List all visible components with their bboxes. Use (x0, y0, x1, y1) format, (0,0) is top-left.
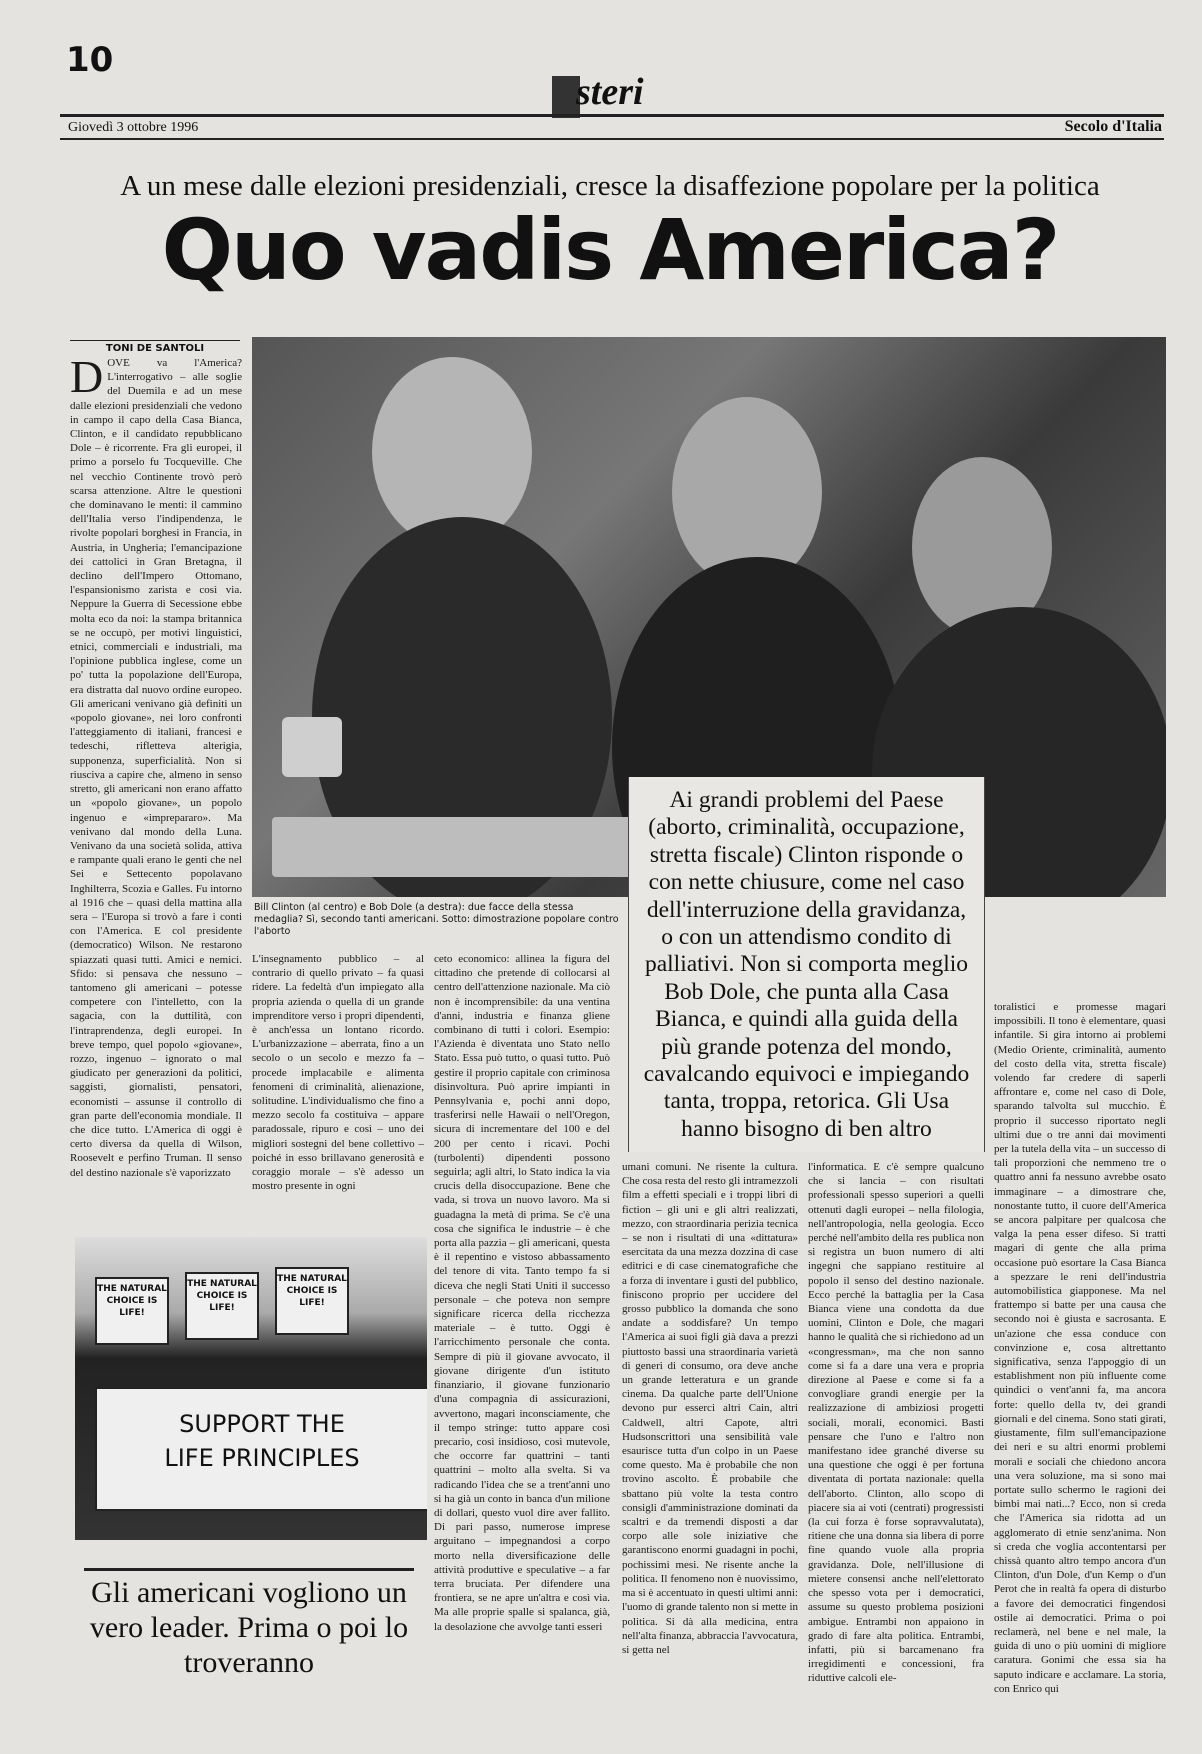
article-column-4: umani comuni. Ne risente la cultura. Che cosa resta del resto gli intramezzoli film a effetti speciali e i troppi libri di fiction – gli uni e gli altri realizzati, mezzo, con straordinaria perizia tecnica – se non i risultati di una «dittatura» esercitata da una mezza dozzina di case editrici e di case cinematografiche che a forza di inventare i gusti del pubblico, finiscono proprio per uccidere del grosso pubblico la domanda che sono andate a soddisfare? Un tempo l'America ai suoi figli già dava a prezzi piuttosto bassi una straordinaria varietà di generi di consumo, ora deve anche un grande letteratura e un grande cinema. Da qualche parte dell'Unione devono pur esserci altri Cain, altri Caldwell, altri Capote, altri Hudsonscrittori una sensibilità vale esaurisce tutta d'un colpo in un Paese come questo. Ma è probabile che non trovino ascolto. È probabile che sbattano più volte la testa contro consigli d'amministrazione dominati da scaltri e da tremendi disposti a dar corpo alle sole iniziative che garantiscono enormi guadagni in pochi, pochissimi mesi. Ne risente anche la politica. Il fenomeno non è nuovissimo, ma si è accentuato in questi ultimi anni: l'uomo di grande talento non si mette in politica. Si dà alla medicina, entra nell'alta finanza, abbraccia l'avvocatura, si getta nel (622, 1161, 798, 1656)
article-column-6: toralistici e promesse magari impossibili. Il tono è elementare, quasi infantile. Si gira intorno ai problemi (Medio Oriente, criminalità, aumento del costo della vita, stretta fiscale) volendo far credere di saperli affrontare e, come nel caso di Dole, sparando talvolta sul mucchio. È proprio il successo riportato negli ultimi due o tre anni dai movimenti per la tutela della vita – un successo di tali proporzioni che nemmeno tre o quattro anni fa nessuno avrebbe osato immaginare – a dimostrare che, nonostante tutto, il cuore dell'America se ancora palpitare per qualcosa che valga la pena esser difeso. Si tratti magari di gente che alla prima occasione può esortare la Casa Bianca a spezzare le reni dell'industria automobilistica giapponese. Ma nel frattempo si batte per una causa che secondo noi è giusta e sacrosanta. E un'azione che essa conduce con convinzione e, cosa altrettanto significativa, senza l'appoggio di un establishment non più influente come quindici o vent'anni fa, ma ancora forte: quello della tv, dei grandi giornali e del cinema. Sono stati girati, giustamente, film sull'emancipazione dei neri e su altri enormi problemi morali e sociali che chiedono ancora una vera soluzione, ma si sono mai portate sullo schermo le ragioni dei bimbi mai nati...? Ecco, non si creda che l'America sia ridotta ad un agglomerato di etnie senz'anima. Non si creda che voglia accontentarsi per chissà quanto altro tempo ancora d'un Clinton, d'un Dole, d'un Kemp o d'un Perot che in realtà fa opera di disturbo a favore dei democratici fingendosi ostile ai democratici. Prima o poi reclamerà, nel bene e nel male, la guida di uno o più uomini di migliore caratura. Gonimi che essa sia ha saputo indicare e acclamare. La storia, con Enrico qui (994, 1001, 1166, 1695)
article-column-5: l'informatica. E c'è sempre qualcuno che si lancia – con risultati professionali spesso superiori a quelli ottenuti dagli europei – nella filologia, nell'antropologia, nella geologia. Ecco perché nell'ambito della res publica non si registra un buon numero di alti ingegni che sappiano restituire al popolo il senso del destino nazionale. Ecco perché la battaglia per la Casa Bianca viene una condotta da due uomini, Clinton e Dole, che magari hanno le qualità che si richiedono ad un «congressman», ma che non sanno come si fa a dare una vera e propria direzione al Paese e come si fa a convogliare grandi energie per la realizzazione di ambiziosi progetti sociali, morali, economici. Basti pensare che l'uno e l'altro non manifestano idee granché diverse su una questione che oggi è per fortuna diventata di portata nazionale: quella dell'aborto. Clinton, allo scopo di piacere sia ai voti (centrati) progressisti (la cui forza è forse sopravvalutata), ritiene che una donna sia libera di porre fine quando vuole alla propria gravidanza. Dole, nell'illusione di mietere consensi anche nell'elettorato che spesso vota per i democratici, assume su questo problema posizioni ambigue. Entrambi non appaiono in grado di fare alta politica. Entrambi, infatti, più si barcamenano fra irregidimenti e concessioni, fra riduttive calcoli ele- (808, 1161, 984, 1685)
photo-papers (272, 817, 632, 877)
demonstration-banner (95, 1387, 427, 1511)
page-number: 10 (66, 40, 114, 80)
photo-caption: Bill Clinton (al centro) e Bob Dole (a destra): due facce della stessa medaglia? Sì, secondo tanti americani. Sotto: dimostrazione popolare contro l'aborto (254, 902, 619, 937)
placard-1: THE NATURAL CHOICE IS LIFE! (95, 1277, 169, 1345)
issue-date: Giovedì 3 ottobre 1996 (68, 120, 199, 135)
column-1-text: OVE va l'America? L'interrogativo – alle soglie del Duemila e ad un mese dalle elezioni presidenziali che vedono in campo il capo della Casa Bianca, Clinton, e il candidato repubblicano Dole – è ricorrente. Fra gli europei, il primo a porselo fu Tocqueville. Che nel vecchio Continente trovò però scarsa attenzione. Altre le questioni che dominavano le menti: il cammino dell'Italia verso l'indipendenza, le rivolte popolari borghesi in Francia, in Austria, in Ungheria; l'emancipazione dei cattolici in Gran Bretagna, il declino dell'Impero Ottomano, l'espansionismo zarista e così via. Neppure la Guerra di Secessione ebbe molta eco da noi: la stampa britannica se ne occupò, per motivi linguistici, etnici, commerciali e industriali, ma l'opinione pubblica inglese, come un po' tutta la popolazione dell'Europa, era distratta dal nuovo ordine europeo. Gli americani venivano già definiti un «popolo giovane», nei loro confronti l'atteggiamento di italiani, francesi e tedeschi, rifletteva alterigia, supponenza, superficialità. Non si riusciva a capire che, almeno in senso stretto, gli americani non erano affatto un «popolo giovane», un popolo ingenuo e «imprepararo». Ma venivano dal mondo della Luna. Venivano da una società solida, attiva e rampante quali erano le genti che nel Sei e Settecento popolavano Inghilterra, Scozia e Galles. Fu intorno al 1916 che – quasi della mattina alla sera – l'Europa si trovò a fare i conti con l'America. E col presidente (democratico) Wilson. Ne restarono spiazzati quasi tutti. Amici e nemici. Sfido: si pensava che nessuno – tantomeno gli americani – potesse competere con l'intelletto, con la sagacia, con la duttilità, con l'intraprendenza, degli europei. In breve tempo, quel popolo «giovane», rozzo, ingenuo – ignorato o mal giudicato per generazioni da politici, saggisti, giornalisti, pensatori, economisti – assunse il controllo di gran parte dell'economia mondiale. Il che dice tutto. L'America di oggi è certo diversa da quella di Wilson, Roosevelt e perfino Truman. Il senso del destino nazionale s'è vaporizzato (70, 357, 242, 1179)
article-column-2: L'insegnamento pubblico – al contrario di quello privato – fa quasi ridere. La fedeltà d'un impiegato alla propria azienda o quella di un grande imprenditore verso i propri dipendenti, è anch'essa un lontano ricordo. L'urbanizzazione – aberrata, fino a un secolo o un secolo e mezzo fa – procede implacabile e alimenta fenomeni di criminalità, alienazione, solitudine. L'individualismo che fino a mezzo secolo fa costituiva – appare paradossale, ripuro e così – uno dei migliori sostegni del bene collettivo – poiché in esso brillavano generosità e coraggio morale – s'è adesso un mostro presente in ogni (252, 953, 424, 1193)
section-title-rest: steri (576, 71, 644, 113)
bottom-pull-quote: Gli americani vogliono un vero leader. Prima o poi lo troveranno (84, 1568, 414, 1680)
drop-cap: D (70, 356, 104, 402)
masthead: Secolo d'Italia (1064, 118, 1162, 135)
pull-quote-box (628, 777, 985, 1152)
banner-line-1: SUPPORT THE (179, 1410, 345, 1438)
placard-3: THE NATURAL CHOICE IS LIFE! (275, 1267, 349, 1335)
article-column-1 (70, 356, 242, 1216)
banner-line-2: LIFE PRINCIPLES (164, 1444, 360, 1472)
byline: TONI DE SANTOLI (70, 340, 240, 354)
header-rule-bottom (60, 138, 1164, 140)
article-column-3: ceto economico: allinea la figura del cittadino che pretende di collocarsi al centro dell'attenzione nazionale. Ma ciò non è incomprensibile: da una ventina d'anni, industria e finanza gliene combinano di tutti i colori. Esempio: l'Azienda è diventata uno Stato nello Stato. Essa può tutto, o quasi tutto. Può gestire il proprio capitale con criminosa disinvoltura. Può aprire impianti in Pennsylvania e, pochi anni dopo, trasferirsi nelle Hawaii o nell'Oregon, sicura di incrementare del 100 e del 200 per cento i ricavi. Pochi (turbolenti) dipendenti possono seguirla; agli altri, lo Stato indica la via crucis della disoccupazione. Bene che vada, si trova un nuovo lavoro. Ma si guadagna la metà di prima. Se c'è una cosa che significa le industrie – è che porta alla pazzia – gli americani, questa è il repentino e vistoso abbassamento del tenore di vita. Tanto tempo fa si diceva che negli Stati Uniti il successo personale – che poteva non sempre significare ricerca della ricchezza materiale – è tutto. Oggi è l'arricchimento personale che conta. Sempre di più il giovane avvocato, il giovane dirigente d'un istituto finanziario, il giovane funzionario d'una compagnia di assicurazioni, avvertono, magari inconsciamente, che il tempo stringe: tutto appare così precario, così insidioso, così mutevole, che occorre far quattrini – tanti quattrini – molto alla svelta. Si va radicando l'idea che se a trent'anni uno si ha già un conto in banca d'un milione di dollari, questo vuol dire aver fallito. Di pari passo, numerose imprese arguitano – impegnandosi a corpo morto nella diversificazione delle attività produttive e speculative – a far terra bruciata. Per difendere una frontiera, se ne apre un'altra e così via. Ma alle proprie spalle si spalanca, già, la desolazione che avvolge tanti esseri (434, 953, 610, 1633)
demonstration-photo (75, 1237, 427, 1540)
section-title (552, 70, 644, 118)
article-headline: Quo vadis America? (161, 201, 1059, 299)
header-rule (60, 114, 1164, 117)
photo-coffee-mug (282, 717, 342, 777)
pull-quote: Ai grandi problemi del Paese (aborto, criminalità, occupazione, stretta fiscale) Clinton risponde o con nette chiusure, come nel caso dell'interruzione della gravidanza, o con un attendismo condito di palliativi. Non si comporta meglio Bob Dole, che punta alla Casa Bianca, e quindi alla guida della più grande potenza del mondo, cavalcando equivoci e impiegando tanta, troppa, retorica. Gli Usa hanno bisogno di ben altro (643, 787, 970, 1142)
placard-2: THE NATURAL CHOICE IS LIFE! (185, 1272, 259, 1340)
article-kicker: A un mese dalle elezioni presidenziali, cresce la disaffezione popolare per la politica (120, 170, 1100, 202)
